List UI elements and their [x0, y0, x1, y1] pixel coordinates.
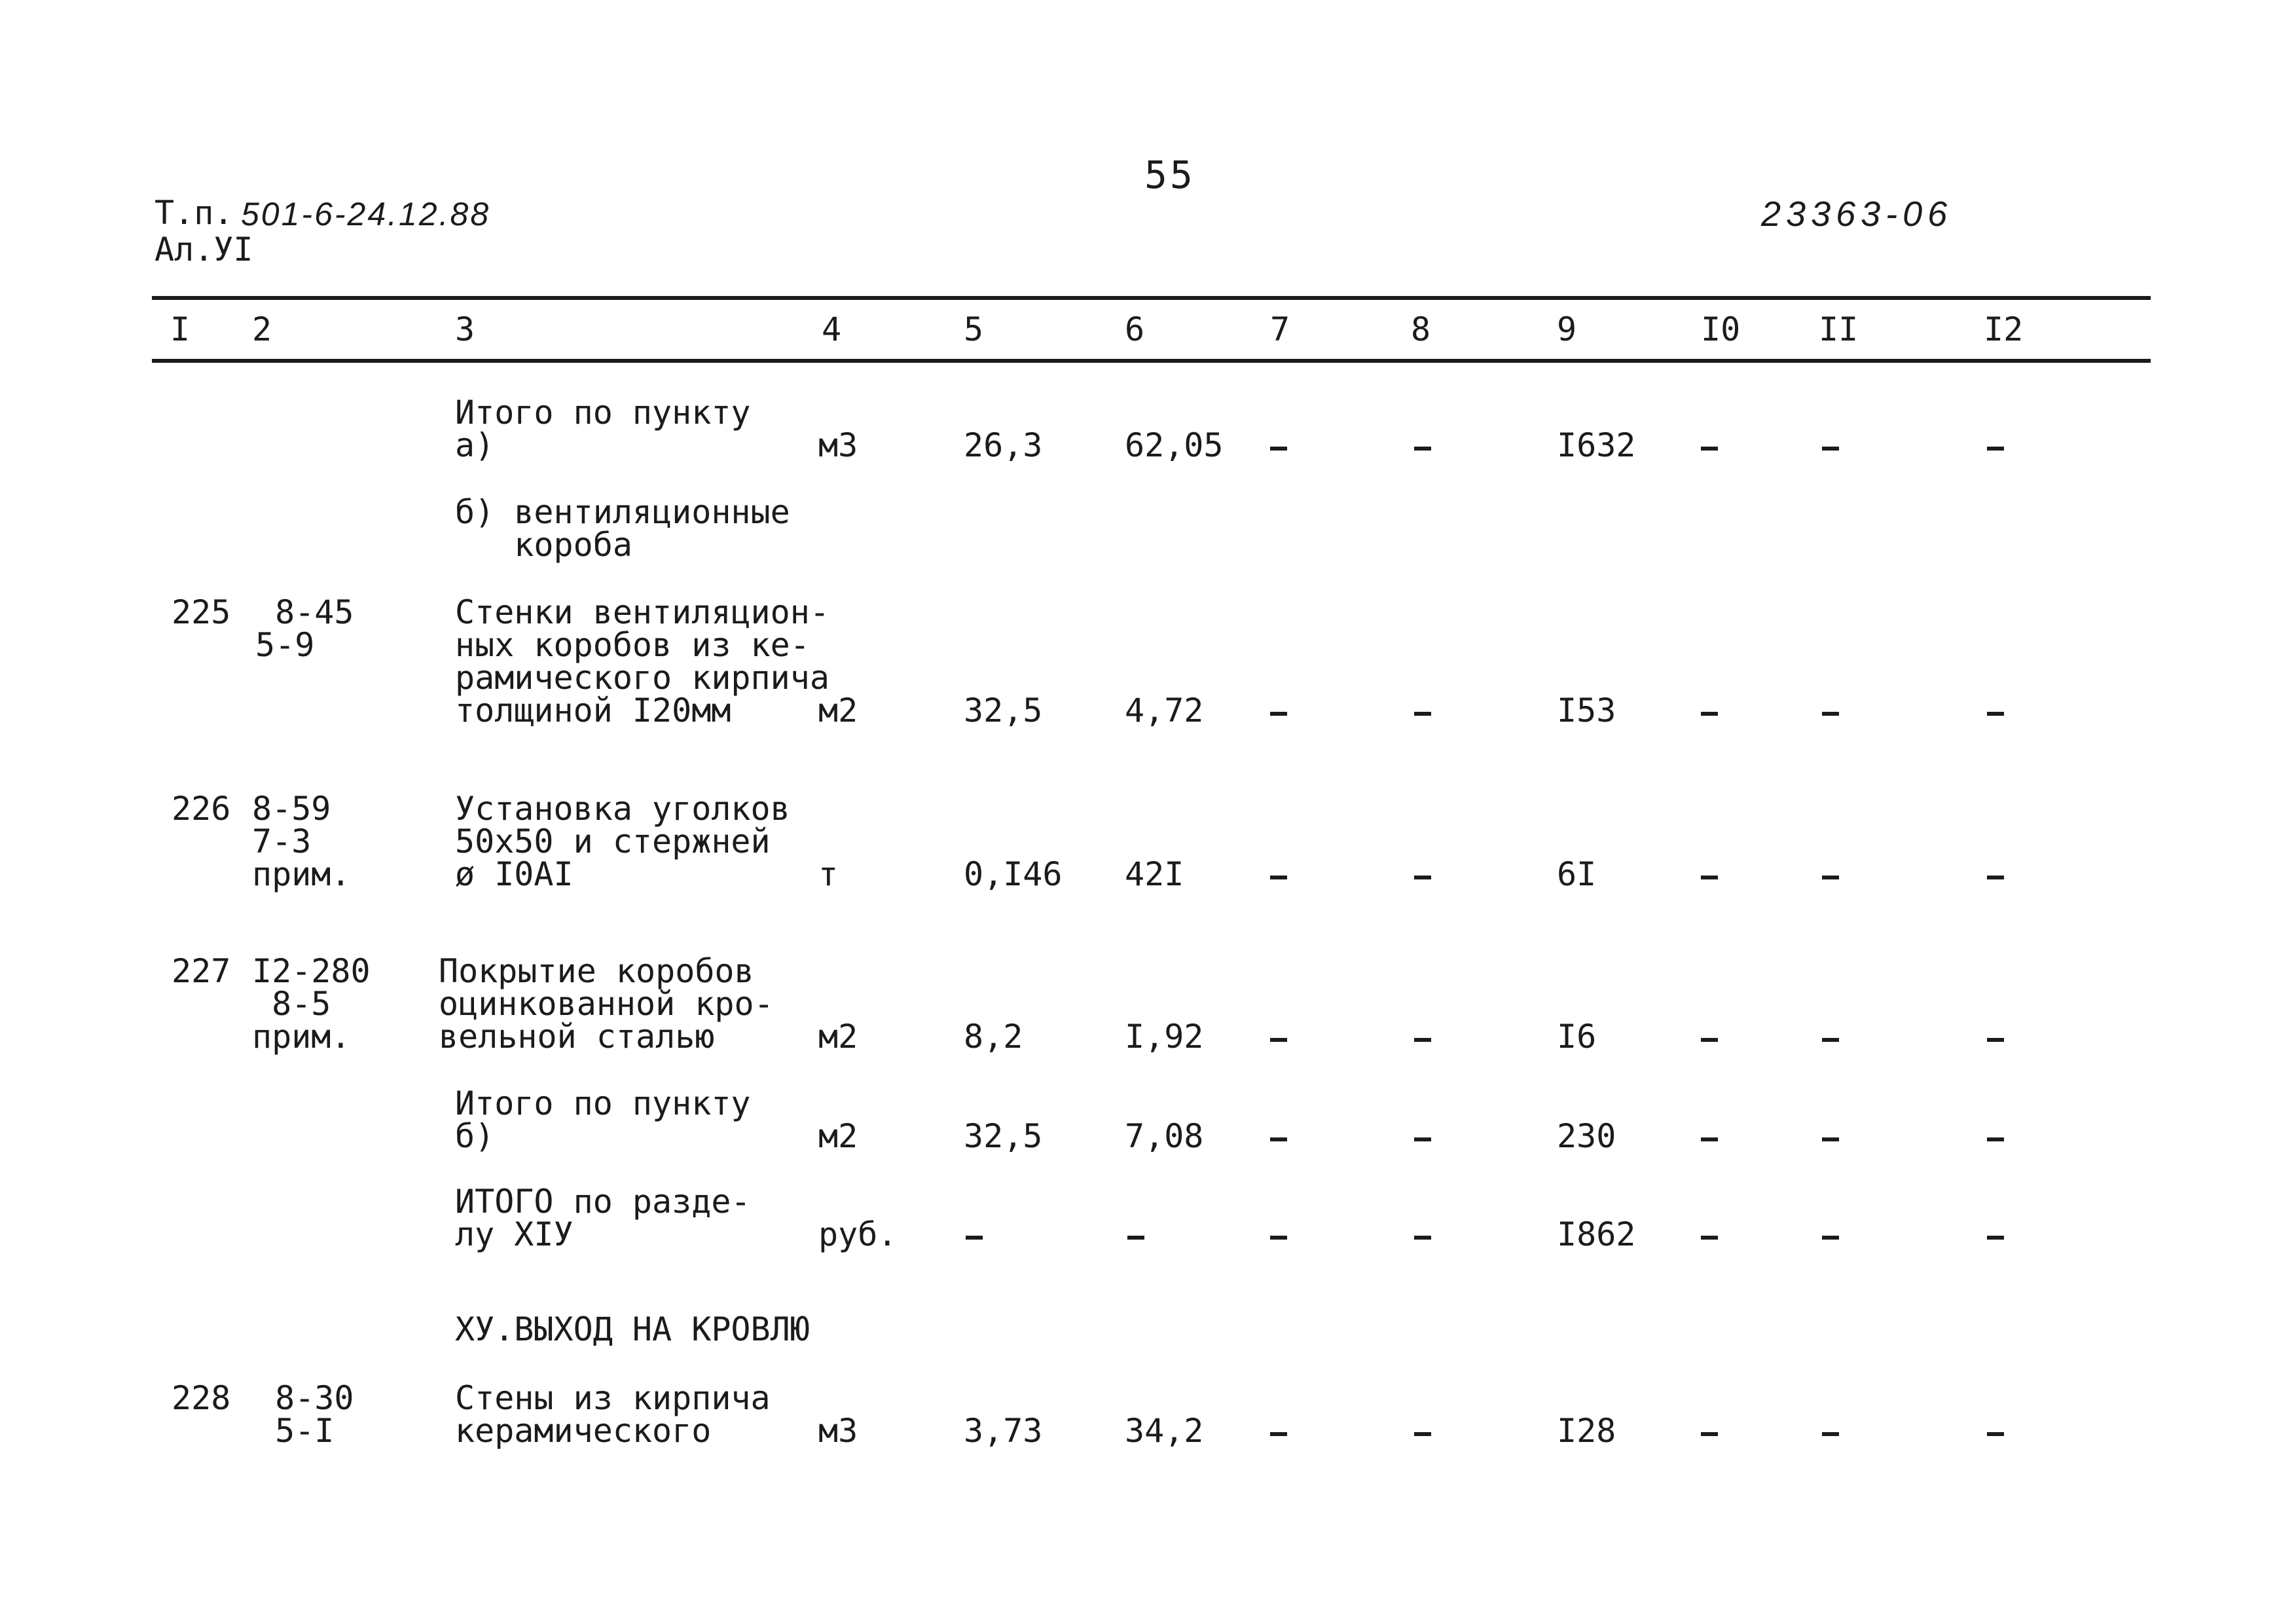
description-line: Стены из кирпича	[455, 1379, 771, 1417]
row-col5: 32,5	[964, 1117, 1043, 1155]
tp-prefix: Т.п.	[155, 194, 234, 232]
row-unit: м2	[818, 692, 858, 729]
empty-cell-dash	[1414, 1137, 1431, 1141]
description-line: ных коробов из ке-	[455, 626, 810, 664]
description-line: Стенки вентиляцион-	[455, 593, 829, 631]
empty-cell-dash	[1414, 1236, 1431, 1240]
column-header: 5	[964, 310, 984, 348]
row-col5: 32,5	[964, 692, 1043, 729]
row-col5: 26,3	[964, 426, 1043, 464]
description-line: б)	[455, 1117, 495, 1155]
column-header: 4	[822, 310, 842, 348]
row-unit: м2	[818, 1117, 858, 1155]
empty-cell-dash	[1701, 1236, 1718, 1240]
table-top-rule	[152, 296, 2151, 300]
column-header: 3	[455, 310, 475, 348]
empty-cell-dash	[1414, 1038, 1431, 1042]
row-description	[455, 1185, 751, 1251]
empty-cell-dash	[1987, 712, 2004, 716]
row-col6: 62,05	[1125, 426, 1224, 464]
row-description	[455, 1084, 751, 1155]
code-line: I2-280	[252, 952, 371, 990]
row-unit: м3	[818, 426, 858, 464]
row-col6: 7,08	[1125, 1117, 1204, 1155]
row-description	[455, 792, 790, 891]
row-unit: т	[818, 855, 839, 893]
code-line: 8-45	[255, 593, 354, 631]
empty-cell-dash	[1270, 1236, 1287, 1240]
column-header: 8	[1411, 310, 1431, 348]
column-header: 9	[1557, 310, 1577, 348]
empty-cell-dash	[1822, 1432, 1839, 1436]
table-header-rule	[152, 359, 2151, 363]
code-line: 8-59	[252, 790, 331, 828]
empty-cell-dash	[1822, 1236, 1839, 1240]
row-col6: 34,2	[1125, 1412, 1204, 1450]
description-line: Установка уголков	[455, 790, 790, 828]
description-line: вельной сталью	[439, 1018, 715, 1056]
section-heading: ХУ.ВЫХОД НА КРОВЛЮ	[455, 1310, 810, 1348]
description-line: рамического кирпича	[455, 659, 829, 697]
description-line: 50х50 и стержней	[455, 822, 771, 860]
empty-cell-dash	[1270, 447, 1287, 451]
row-number: 227	[172, 952, 231, 990]
empty-cell-dash	[1414, 1432, 1431, 1436]
empty-cell-dash	[1701, 1038, 1718, 1042]
description-line: б) вентиляционные	[455, 493, 790, 531]
code-line: 8-30	[255, 1379, 354, 1417]
row-col9: I6	[1557, 1018, 1597, 1056]
empty-cell-dash	[1127, 1236, 1144, 1240]
row-col6: 4,72	[1125, 692, 1204, 729]
code-line: 5-9	[255, 626, 315, 664]
empty-cell-dash	[1701, 876, 1718, 879]
page-number: 55	[1144, 153, 1195, 197]
code-line: 8-5	[252, 985, 331, 1023]
description-line: короба	[455, 526, 632, 564]
row-col5: 8,2	[964, 1018, 1023, 1056]
description-line: а)	[455, 426, 495, 464]
row-description	[455, 493, 790, 564]
empty-cell-dash	[1270, 1038, 1287, 1042]
column-header: I2	[1984, 310, 2024, 348]
row-description	[455, 396, 751, 462]
row-number: 226	[172, 790, 231, 828]
description-line: керамического	[455, 1412, 712, 1450]
description-line: Итого по пункту	[455, 1084, 751, 1122]
description-line: толщиной I20мм	[455, 692, 731, 729]
description-line: оцинкованной кро-	[439, 985, 774, 1023]
empty-cell-dash	[1414, 447, 1431, 451]
empty-cell-dash	[1987, 1038, 2004, 1042]
empty-cell-dash	[1822, 1137, 1839, 1141]
row-col9: I28	[1557, 1412, 1616, 1450]
row-code	[252, 952, 371, 1056]
empty-cell-dash	[1822, 712, 1839, 716]
description-line: Итого по пункту	[455, 394, 751, 432]
empty-cell-dash	[1822, 1038, 1839, 1042]
empty-cell-dash	[1270, 1137, 1287, 1141]
description-line: ИТОГО по разде-	[455, 1183, 751, 1221]
row-description	[455, 1379, 771, 1450]
empty-cell-dash	[1822, 876, 1839, 879]
empty-cell-dash	[1701, 712, 1718, 716]
row-col9: 230	[1557, 1117, 1616, 1155]
empty-cell-dash	[1414, 876, 1431, 879]
row-unit: м2	[818, 1018, 858, 1056]
empty-cell-dash	[1987, 1137, 2004, 1141]
document-code: 23363-06	[1761, 194, 1953, 234]
empty-cell-dash	[1270, 876, 1287, 879]
row-description	[455, 593, 829, 729]
column-header: 2	[252, 310, 272, 348]
empty-cell-dash	[1987, 1236, 2004, 1240]
row-code	[252, 792, 351, 891]
empty-cell-dash	[1701, 447, 1718, 451]
row-col5: 0,I46	[964, 855, 1063, 893]
column-header: 6	[1125, 310, 1145, 348]
column-header: II	[1819, 310, 1859, 348]
empty-cell-dash	[1701, 1432, 1718, 1436]
row-unit: м3	[818, 1412, 858, 1450]
row-number: 225	[172, 593, 231, 631]
empty-cell-dash	[1822, 447, 1839, 451]
code-line: 5-I	[255, 1412, 335, 1450]
empty-cell-dash	[1270, 712, 1287, 716]
column-header: I0	[1701, 310, 1741, 348]
row-col9: I53	[1557, 692, 1616, 729]
row-col6: 42I	[1125, 855, 1184, 893]
empty-cell-dash	[1414, 712, 1431, 716]
row-col9: I862	[1557, 1215, 1636, 1253]
row-col6: I,92	[1125, 1018, 1204, 1056]
tp-code: 501-6-24.12.88	[241, 196, 491, 232]
album-label: Ал.УI	[155, 231, 253, 268]
description-line: лу XIУ	[455, 1215, 574, 1253]
row-description	[439, 952, 774, 1056]
code-line: прим.	[252, 855, 351, 893]
empty-cell-dash	[1987, 447, 2004, 451]
empty-cell-dash	[1987, 876, 2004, 879]
empty-cell-dash	[966, 1236, 983, 1240]
row-code	[255, 593, 354, 664]
row-unit: руб.	[818, 1215, 898, 1253]
empty-cell-dash	[1701, 1137, 1718, 1141]
empty-cell-dash	[1987, 1432, 2004, 1436]
description-line: Покрытие коробов	[439, 952, 754, 990]
row-code	[255, 1379, 354, 1450]
column-header: 7	[1270, 310, 1290, 348]
row-col9: I632	[1557, 426, 1636, 464]
row-col5: 3,73	[964, 1412, 1043, 1450]
code-line: 7-3	[252, 822, 312, 860]
description-line: ø I0АI	[455, 855, 574, 893]
row-col9: 6I	[1557, 855, 1597, 893]
empty-cell-dash	[1270, 1432, 1287, 1436]
code-line: прим.	[252, 1018, 351, 1056]
row-number: 228	[172, 1379, 231, 1417]
column-header: I	[170, 310, 191, 348]
